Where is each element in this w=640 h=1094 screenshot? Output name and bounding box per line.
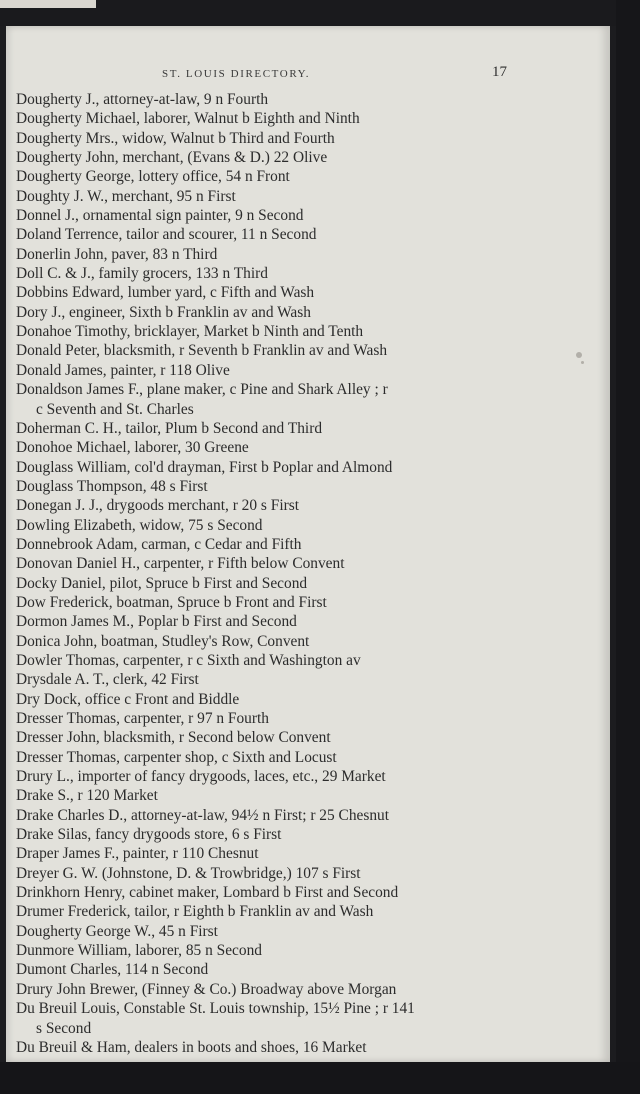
scan-frame-top	[0, 0, 640, 26]
directory-entry: Dow Frederick, boatman, Spruce b Front and First	[16, 593, 327, 611]
directory-entry: Donaldson James F., plane maker, c Pine and Shark Alley ; r	[16, 381, 388, 399]
directory-entry: Drumer Frederick, tailor, r Eighth b Franklin av and Wash	[16, 903, 374, 921]
directory-entries	[16, 90, 602, 1057]
directory-entry: Donnebrook Adam, carman, c Cedar and Fifth	[16, 535, 302, 553]
directory-entry: Dormon James M., Poplar b First and Second	[16, 613, 297, 631]
directory-entry: Dreyer G. W. (Johnstone, D. & Trowbridge,) 107 s First	[16, 864, 361, 882]
running-head: ST. LOUIS DIRECTORY.	[162, 68, 311, 80]
directory-entry: Doherman C. H., tailor, Plum b Second and Third	[16, 419, 323, 437]
directory-entry: Dumont Charles, 114 n Second	[16, 961, 209, 979]
directory-entry-continuation: s Second	[36, 1019, 92, 1037]
directory-entry: Donerlin John, paver, 83 n Third	[16, 245, 218, 263]
scan-frame-bottom	[0, 1062, 640, 1094]
directory-entry: Donovan Daniel H., carpenter, r Fifth below Convent	[16, 555, 345, 573]
directory-entry: Dougherty Mrs., widow, Walnut b Third and Fourth	[16, 129, 335, 147]
directory-entry: Drysdale A. T., clerk, 42 First	[16, 671, 199, 689]
directory-entry: Dunmore William, laborer, 85 n Second	[16, 942, 262, 960]
directory-entry: Drake S., r 120 Market	[16, 787, 158, 805]
directory-entry: Donnel J., ornamental sign painter, 9 n Second	[16, 207, 304, 225]
directory-entry: Donegan J. J., drygoods merchant, r 20 s First	[16, 497, 299, 515]
directory-entry: Du Breuil & Ham, dealers in boots and shoes, 16 Market	[16, 1038, 367, 1056]
directory-entry: Donahoe Timothy, bricklayer, Market b Ninth and Tenth	[16, 323, 364, 341]
directory-entry: Drinkhorn Henry, cabinet maker, Lombard b First and Second	[16, 884, 399, 902]
page-header	[6, 64, 610, 84]
directory-entry: Drury John Brewer, (Finney & Co.) Broadway above Morgan	[16, 980, 397, 998]
directory-entry: Dougherty George W., 45 n First	[16, 922, 218, 940]
page-number: 17	[492, 64, 507, 80]
directory-entry: Donohoe Michael, laborer, 30 Greene	[16, 439, 249, 457]
directory-entry: Dry Dock, office c Front and Biddle	[16, 690, 240, 708]
directory-entry: Donald James, painter, r 118 Olive	[16, 361, 230, 379]
directory-entry: Douglass Thompson, 48 s First	[16, 477, 208, 495]
directory-entry: Dresser Thomas, carpenter, r 97 n Fourth	[16, 710, 269, 727]
directory-entry: Donica John, boatman, Studley's Row, Convent	[16, 632, 310, 650]
directory-entry: Dougherty J., attorney-at-law, 9 n Fourth	[16, 91, 269, 108]
directory-entry: Doll C. & J., family grocers, 133 n Third	[16, 265, 268, 283]
directory-entry: Draper James F., painter, r 110 Chesnut	[16, 845, 259, 863]
directory-page	[6, 26, 610, 1062]
directory-entry: Dowling Elizabeth, widow, 75 s Second	[16, 516, 263, 534]
scan-frame-right	[616, 0, 640, 1094]
directory-entry: Donald Peter, blacksmith, r Seventh b Franklin av and Wash	[16, 342, 388, 360]
scan-frame-corner	[0, 0, 96, 8]
directory-entry: Douglass William, col'd drayman, First b Poplar and Almond	[16, 458, 393, 476]
directory-entry: Dougherty Michael, laborer, Walnut b Eighth and Ninth	[16, 110, 360, 128]
directory-entry: Doughty J. W., merchant, 95 n First	[16, 187, 236, 205]
directory-entry-continuation: c Seventh and St. Charles	[36, 400, 194, 418]
directory-entry: Dougherty John, merchant, (Evans & D.) 22 Olive	[16, 149, 328, 167]
directory-entry: Du Breuil Louis, Constable St. Louis township, 15½ Pine ; r 141	[16, 1000, 415, 1018]
directory-entry: Dresser Thomas, carpenter shop, c Sixth and Locust	[16, 748, 337, 766]
directory-entry: Doland Terrence, tailor and scourer, 11 n Second	[16, 226, 317, 244]
directory-entry: Drury L., importer of fancy drygoods, laces, etc., 29 Market	[16, 768, 386, 786]
directory-entry: Dory J., engineer, Sixth b Franklin av and Wash	[16, 303, 311, 321]
directory-entry: Dougherty George, lottery office, 54 n Front	[16, 168, 290, 186]
directory-entry: Docky Daniel, pilot, Spruce b First and Second	[16, 574, 308, 592]
directory-entry: Dresser John, blacksmith, r Second below Convent	[16, 729, 331, 747]
directory-entry: Dobbins Edward, lumber yard, c Fifth and Wash	[16, 284, 315, 302]
paper-speck	[581, 361, 584, 364]
directory-entry: Drake Silas, fancy drygoods store, 6 s First	[16, 826, 282, 844]
paper-speck	[576, 352, 582, 358]
directory-entry: Drake Charles D., attorney-at-law, 94½ n First; r 25 Chesnut	[16, 806, 389, 824]
directory-entry: Dowler Thomas, carpenter, r c Sixth and Washington av	[16, 651, 361, 669]
